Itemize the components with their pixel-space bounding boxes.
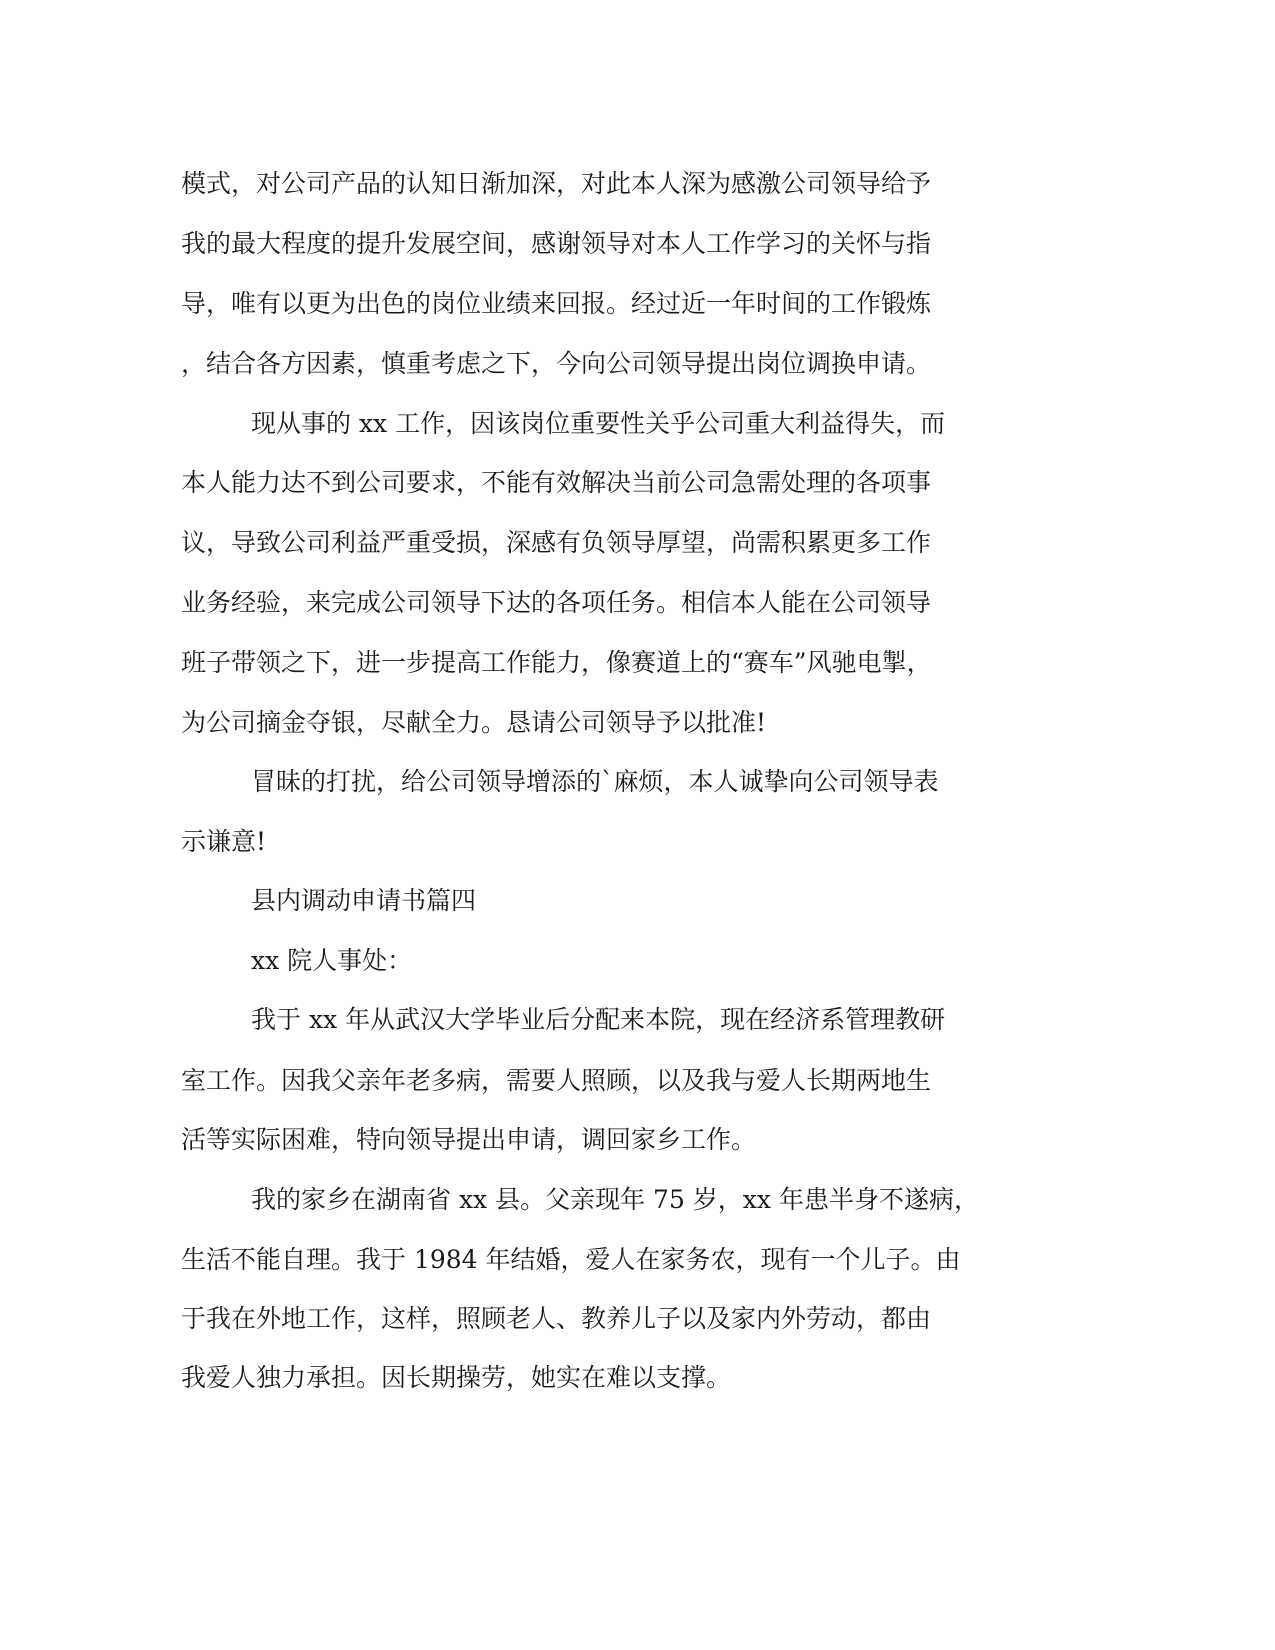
paragraph-line: 模式，对公司产品的认知日渐加深，对此本人深为感激公司领导给予	[181, 169, 932, 198]
paragraph-line: ，结合各方因素，慎重考虑之下，今向公司领导提出岗位调换申请。	[181, 349, 932, 378]
paragraph-line: 示谦意!	[181, 827, 267, 856]
paragraph-line: 为公司摘金夺银，尽献全力。恳请公司领导予以批准!	[181, 708, 767, 737]
paragraph-line: 我爱人独力承担。因长期操劳，她实在难以支撑。	[181, 1363, 732, 1392]
paragraph-line: 活等实际困难，特向领导提出申请，调回家乡工作。	[181, 1125, 757, 1154]
paragraph-line: 业务经验，来完成公司领导下达的各项任务。相信本人能在公司领导	[181, 588, 932, 617]
section-heading: 县内调动申请书篇四	[251, 886, 477, 915]
paragraph-line: 于我在外地工作，这样，照顾老人、教养儿子以及家内外劳动，都由	[181, 1304, 932, 1333]
paragraph-line: 生活不能自理。我于 1984 年结婚，爱人在家务农，现有一个儿子。由	[181, 1245, 961, 1274]
paragraph-line: 室工作。因我父亲年老多病，需要人照顾，以及我与爱人长期两地生	[181, 1066, 932, 1095]
salutation-line: xx 院人事处：	[251, 946, 413, 975]
paragraph-line: 现从事的 xx 工作，因该岗位重要性关乎公司重大利益得失，而	[251, 409, 946, 438]
paragraph-line: 我于 xx 年从武汉大学毕业后分配来本院，现在经济系管理教研	[251, 1005, 946, 1034]
paragraph-line: 本人能力达不到公司要求，不能有效解决当前公司急需处理的各项事	[181, 468, 932, 497]
paragraph-line: 冒昧的打扰，给公司领导增添的`麻烦，本人诚挚向公司领导表	[251, 767, 939, 796]
paragraph-line: 班子带领之下，进一步提高工作能力，像赛道上的“赛车”风驰电掣，	[181, 648, 932, 677]
paragraph-line: 我的家乡在湖南省 xx 县。父亲现年 75 岁，xx 年患半身不遂病，	[251, 1185, 979, 1214]
paragraph-line: 我的最大程度的提升发展空间，感谢领导对本人工作学习的关怀与指	[181, 229, 932, 258]
paragraph-line: 导，唯有以更为出色的岗位业绩来回报。经过近一年时间的工作锻炼	[181, 289, 932, 318]
paragraph-line: 议，导致公司利益严重受损，深感有负领导厚望，尚需积累更多工作	[181, 528, 932, 557]
